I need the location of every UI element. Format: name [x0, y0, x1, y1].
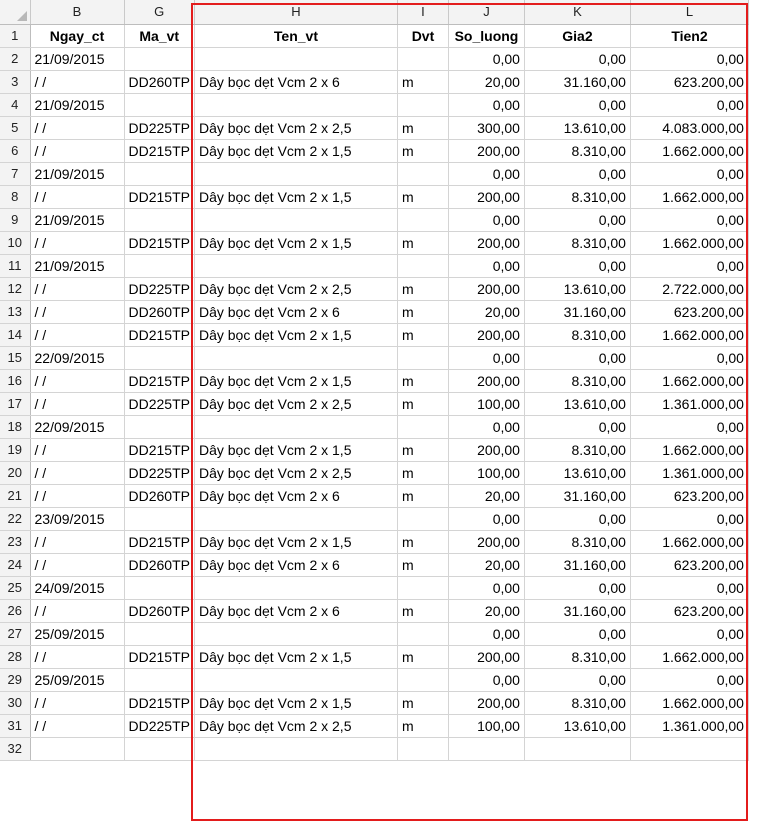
table-row — [0, 116, 748, 139]
cell-so-luong[interactable]: 200,00 — [448, 530, 524, 553]
cell-dvt[interactable] — [397, 415, 448, 438]
table-row — [0, 277, 748, 300]
row-number[interactable]: 11 — [0, 254, 30, 277]
cell-ma-vt[interactable] — [124, 668, 194, 691]
cell-so-luong[interactable]: 0,00 — [448, 507, 524, 530]
row-number[interactable]: 30 — [0, 691, 30, 714]
cell-tien2[interactable]: 1.662.000,00 — [630, 530, 748, 553]
table-row — [0, 737, 748, 760]
cell-ma-vt[interactable] — [124, 622, 194, 645]
cell-so-luong[interactable]: 100,00 — [448, 461, 524, 484]
row-number[interactable]: 16 — [0, 369, 30, 392]
row-number[interactable]: 19 — [0, 438, 30, 461]
cell-tien2[interactable]: 1.662.000,00 — [630, 185, 748, 208]
cell-ten-vt[interactable] — [194, 668, 397, 691]
cell-dvt[interactable]: m — [397, 185, 448, 208]
cell-ma-vt[interactable]: DD260TP — [124, 553, 194, 576]
cell-ten-vt[interactable] — [194, 622, 397, 645]
cell-dvt[interactable]: m — [397, 139, 448, 162]
cell-gia2[interactable]: 0,00 — [524, 346, 630, 369]
cell-dvt[interactable]: m — [397, 484, 448, 507]
cell-ten-vt[interactable]: Dây bọc dẹt Vcm 2 x 2,5 — [194, 116, 397, 139]
cell-dvt[interactable]: m — [397, 70, 448, 93]
cell-tien2[interactable]: 1.662.000,00 — [630, 645, 748, 668]
row-number[interactable]: 26 — [0, 599, 30, 622]
cell-gia2[interactable]: 8.310,00 — [524, 323, 630, 346]
cell-ten-vt[interactable]: Dây bọc dẹt Vcm 2 x 6 — [194, 300, 397, 323]
table-row — [0, 691, 748, 714]
cell-dvt[interactable] — [397, 622, 448, 645]
cell-dvt[interactable]: m — [397, 392, 448, 415]
cell-ten-vt[interactable]: Dây bọc dẹt Vcm 2 x 1,5 — [194, 645, 397, 668]
cell-so-luong[interactable]: 200,00 — [448, 645, 524, 668]
row-number[interactable]: 32 — [0, 737, 30, 760]
table-row — [0, 323, 748, 346]
cell-dvt-header[interactable]: Dvt — [397, 24, 448, 47]
cell-ten-vt[interactable]: Dây bọc dẹt Vcm 2 x 1,5 — [194, 530, 397, 553]
cell-ngay-ct[interactable]: 25/09/2015 — [30, 622, 124, 645]
cell-so-luong[interactable]: 0,00 — [448, 254, 524, 277]
cell-ma-vt[interactable]: DD260TP — [124, 300, 194, 323]
cell-so-luong-header[interactable]: So_luong — [448, 24, 524, 47]
row-number[interactable]: 23 — [0, 530, 30, 553]
cell-dvt[interactable] — [397, 737, 448, 760]
cell-gia2[interactable]: 0,00 — [524, 254, 630, 277]
table-row — [0, 553, 748, 576]
cell-tien2[interactable]: 1.662.000,00 — [630, 231, 748, 254]
table-row — [0, 369, 748, 392]
table-row — [0, 668, 748, 691]
cell-so-luong[interactable]: 300,00 — [448, 116, 524, 139]
cell-ngay-ct[interactable]: / / — [30, 438, 124, 461]
cell-so-luong[interactable]: 0,00 — [448, 208, 524, 231]
cell-so-luong[interactable]: 100,00 — [448, 392, 524, 415]
cell-so-luong[interactable]: 200,00 — [448, 691, 524, 714]
table-row — [0, 300, 748, 323]
cell-ten-vt[interactable] — [194, 415, 397, 438]
cell-ten-vt[interactable] — [194, 254, 397, 277]
cell-gia2[interactable]: 0,00 — [524, 668, 630, 691]
cell-ngay-ct[interactable]: / / — [30, 461, 124, 484]
cell-ngay-ct[interactable]: / / — [30, 277, 124, 300]
cell-so-luong[interactable]: 200,00 — [448, 369, 524, 392]
cell-tien2-header[interactable]: Tien2 — [630, 24, 748, 47]
column-header-j[interactable]: J — [448, 0, 524, 24]
cell-tien2[interactable]: 1.361.000,00 — [630, 392, 748, 415]
cell-ma-vt[interactable]: DD225TP — [124, 461, 194, 484]
table-row — [0, 461, 748, 484]
cell-so-luong[interactable]: 20,00 — [448, 599, 524, 622]
cell-gia2[interactable] — [524, 737, 630, 760]
cell-dvt[interactable]: m — [397, 714, 448, 737]
table-row — [0, 70, 748, 93]
table-row — [0, 47, 748, 70]
cell-so-luong[interactable]: 200,00 — [448, 438, 524, 461]
cell-so-luong[interactable]: 0,00 — [448, 162, 524, 185]
cell-ma-vt[interactable]: DD215TP — [124, 645, 194, 668]
cell-ngay-ct[interactable]: / / — [30, 116, 124, 139]
cell-ngay-ct[interactable]: / / — [30, 714, 124, 737]
cell-ngay-ct[interactable]: 21/09/2015 — [30, 93, 124, 116]
cell-gia2[interactable]: 0,00 — [524, 47, 630, 70]
row-number[interactable]: 10 — [0, 231, 30, 254]
row-number[interactable]: 4 — [0, 93, 30, 116]
cell-ten-vt[interactable] — [194, 47, 397, 70]
row-number[interactable]: 25 — [0, 576, 30, 599]
cell-tien2[interactable]: 1.361.000,00 — [630, 714, 748, 737]
cell-dvt[interactable] — [397, 208, 448, 231]
cell-ma-vt[interactable] — [124, 93, 194, 116]
cell-dvt[interactable]: m — [397, 599, 448, 622]
select-all-corner[interactable] — [0, 0, 30, 24]
cell-ngay-ct[interactable]: / / — [30, 392, 124, 415]
cell-ten-vt-header[interactable]: Ten_vt — [194, 24, 397, 47]
cell-tien2[interactable]: 0,00 — [630, 576, 748, 599]
cell-ngay-ct[interactable]: / / — [30, 139, 124, 162]
cell-dvt[interactable]: m — [397, 530, 448, 553]
cell-gia2[interactable]: 13.610,00 — [524, 461, 630, 484]
row-number[interactable]: 29 — [0, 668, 30, 691]
cell-ngay-ct[interactable]: / / — [30, 599, 124, 622]
row-number[interactable]: 2 — [0, 47, 30, 70]
cell-ngay-ct[interactable]: / / — [30, 530, 124, 553]
cell-ten-vt[interactable]: Dây bọc dẹt Vcm 2 x 2,5 — [194, 277, 397, 300]
table-row — [0, 438, 748, 461]
cell-dvt[interactable]: m — [397, 116, 448, 139]
row-number[interactable]: 7 — [0, 162, 30, 185]
table-row — [0, 484, 748, 507]
cell-ma-vt[interactable]: DD225TP — [124, 392, 194, 415]
cell-ten-vt[interactable]: Dây bọc dẹt Vcm 2 x 2,5 — [194, 461, 397, 484]
table-row — [0, 530, 748, 553]
cell-tien2[interactable] — [630, 737, 748, 760]
cell-gia2[interactable]: 0,00 — [524, 415, 630, 438]
cell-ma-vt[interactable]: DD215TP — [124, 369, 194, 392]
row-number[interactable]: 12 — [0, 277, 30, 300]
cell-dvt[interactable] — [397, 254, 448, 277]
cell-dvt[interactable] — [397, 93, 448, 116]
row-number[interactable]: 28 — [0, 645, 30, 668]
cell-ngay-ct[interactable]: 22/09/2015 — [30, 346, 124, 369]
cell-dvt[interactable]: m — [397, 438, 448, 461]
cell-dvt[interactable] — [397, 668, 448, 691]
cell-so-luong[interactable]: 0,00 — [448, 415, 524, 438]
cell-tien2[interactable]: 0,00 — [630, 507, 748, 530]
cell-gia2[interactable]: 13.610,00 — [524, 277, 630, 300]
cell-ngay-ct[interactable]: / / — [30, 484, 124, 507]
cell-ngay-ct[interactable]: / / — [30, 300, 124, 323]
cell-ngay-ct[interactable]: 21/09/2015 — [30, 208, 124, 231]
field-header-row — [0, 24, 748, 47]
cell-ma-vt[interactable] — [124, 415, 194, 438]
cell-tien2[interactable]: 623.200,00 — [630, 70, 748, 93]
cell-gia2[interactable]: 31.160,00 — [524, 70, 630, 93]
cell-ma-vt[interactable]: DD215TP — [124, 185, 194, 208]
cell-gia2[interactable]: 31.160,00 — [524, 553, 630, 576]
cell-ten-vt[interactable]: Dây bọc dẹt Vcm 2 x 1,5 — [194, 323, 397, 346]
table-row — [0, 714, 748, 737]
table-row — [0, 139, 748, 162]
cell-ten-vt[interactable] — [194, 737, 397, 760]
cell-ma-vt[interactable]: DD225TP — [124, 714, 194, 737]
cell-so-luong[interactable]: 20,00 — [448, 484, 524, 507]
cell-gia2[interactable]: 8.310,00 — [524, 231, 630, 254]
table-row — [0, 231, 748, 254]
cell-tien2[interactable]: 0,00 — [630, 622, 748, 645]
cell-dvt[interactable] — [397, 507, 448, 530]
cell-ten-vt[interactable]: Dây bọc dẹt Vcm 2 x 6 — [194, 553, 397, 576]
cell-ten-vt[interactable]: Dây bọc dẹt Vcm 2 x 1,5 — [194, 231, 397, 254]
cell-ngay-ct[interactable]: 21/09/2015 — [30, 254, 124, 277]
cell-so-luong[interactable]: 0,00 — [448, 346, 524, 369]
cell-so-luong[interactable]: 20,00 — [448, 300, 524, 323]
cell-so-luong[interactable]: 20,00 — [448, 70, 524, 93]
cell-gia2[interactable]: 31.160,00 — [524, 599, 630, 622]
cell-ngay-ct[interactable]: / / — [30, 553, 124, 576]
cell-gia2[interactable]: 13.610,00 — [524, 392, 630, 415]
cell-ma-vt[interactable] — [124, 346, 194, 369]
row-number[interactable]: 8 — [0, 185, 30, 208]
cell-tien2[interactable]: 0,00 — [630, 93, 748, 116]
cell-tien2[interactable]: 4.083.000,00 — [630, 116, 748, 139]
cell-ma-vt[interactable]: DD260TP — [124, 70, 194, 93]
row-number[interactable]: 9 — [0, 208, 30, 231]
cell-ma-vt[interactable] — [124, 737, 194, 760]
row-number[interactable]: 6 — [0, 139, 30, 162]
cell-ten-vt[interactable] — [194, 346, 397, 369]
cell-so-luong[interactable]: 20,00 — [448, 553, 524, 576]
cell-tien2[interactable]: 1.662.000,00 — [630, 691, 748, 714]
table-row — [0, 93, 748, 116]
cell-so-luong[interactable]: 0,00 — [448, 668, 524, 691]
cell-dvt[interactable]: m — [397, 277, 448, 300]
cell-tien2[interactable]: 623.200,00 — [630, 599, 748, 622]
row-number[interactable]: 14 — [0, 323, 30, 346]
cell-ma-vt[interactable] — [124, 47, 194, 70]
cell-so-luong[interactable]: 0,00 — [448, 47, 524, 70]
cell-ten-vt[interactable]: Dây bọc dẹt Vcm 2 x 1,5 — [194, 185, 397, 208]
cell-tien2[interactable]: 1.662.000,00 — [630, 438, 748, 461]
column-header-row — [0, 0, 748, 24]
cell-ngay-ct[interactable]: 23/09/2015 — [30, 507, 124, 530]
cell-so-luong[interactable] — [448, 737, 524, 760]
cell-so-luong[interactable]: 0,00 — [448, 576, 524, 599]
cell-tien2[interactable]: 0,00 — [630, 47, 748, 70]
cell-ten-vt[interactable] — [194, 208, 397, 231]
table-row — [0, 599, 748, 622]
column-header-b[interactable]: B — [30, 0, 124, 24]
cell-ngay-ct[interactable]: / / — [30, 70, 124, 93]
cell-gia2[interactable]: 8.310,00 — [524, 369, 630, 392]
cell-ngay-ct[interactable]: / / — [30, 691, 124, 714]
column-header-i[interactable]: I — [397, 0, 448, 24]
table-row — [0, 622, 748, 645]
cell-dvt[interactable] — [397, 47, 448, 70]
cell-tien2[interactable]: 1.662.000,00 — [630, 369, 748, 392]
cell-gia2[interactable]: 13.610,00 — [524, 116, 630, 139]
cell-so-luong[interactable]: 200,00 — [448, 185, 524, 208]
cell-tien2[interactable]: 1.361.000,00 — [630, 461, 748, 484]
cell-ma-vt[interactable] — [124, 507, 194, 530]
cell-tien2[interactable]: 0,00 — [630, 254, 748, 277]
table-row — [0, 415, 748, 438]
cell-ma-vt-header[interactable]: Ma_vt — [124, 24, 194, 47]
select-all-triangle-icon — [17, 11, 27, 21]
table-row — [0, 392, 748, 415]
table-row — [0, 254, 748, 277]
cell-ngay-ct[interactable] — [30, 737, 124, 760]
cell-gia2[interactable]: 0,00 — [524, 507, 630, 530]
cell-dvt[interactable]: m — [397, 553, 448, 576]
cell-ngay-ct[interactable]: / / — [30, 323, 124, 346]
cell-gia2[interactable]: 8.310,00 — [524, 438, 630, 461]
row-number[interactable]: 1 — [0, 24, 30, 47]
cell-ngay-ct[interactable]: / / — [30, 369, 124, 392]
cell-ma-vt[interactable] — [124, 576, 194, 599]
cell-tien2[interactable]: 1.662.000,00 — [630, 323, 748, 346]
table-row — [0, 346, 748, 369]
row-number[interactable]: 24 — [0, 553, 30, 576]
cell-ma-vt[interactable]: DD260TP — [124, 484, 194, 507]
cell-dvt[interactable]: m — [397, 300, 448, 323]
cell-ma-vt[interactable]: DD215TP — [124, 231, 194, 254]
cell-ngay-ct[interactable]: / / — [30, 645, 124, 668]
row-number[interactable]: 15 — [0, 346, 30, 369]
cell-ten-vt[interactable] — [194, 162, 397, 185]
table-row — [0, 185, 748, 208]
cell-dvt[interactable] — [397, 346, 448, 369]
cell-ma-vt[interactable] — [124, 254, 194, 277]
cell-ma-vt[interactable] — [124, 208, 194, 231]
cell-tien2[interactable]: 0,00 — [630, 415, 748, 438]
cell-tien2[interactable]: 623.200,00 — [630, 300, 748, 323]
cell-so-luong[interactable]: 200,00 — [448, 277, 524, 300]
cell-gia2[interactable]: 0,00 — [524, 208, 630, 231]
cell-gia2[interactable]: 0,00 — [524, 576, 630, 599]
cell-tien2[interactable]: 2.722.000,00 — [630, 277, 748, 300]
cell-tien2[interactable]: 0,00 — [630, 208, 748, 231]
cell-tien2[interactable]: 0,00 — [630, 668, 748, 691]
cell-gia2[interactable]: 0,00 — [524, 162, 630, 185]
cell-gia2[interactable]: 8.310,00 — [524, 691, 630, 714]
cell-gia2[interactable]: 8.310,00 — [524, 185, 630, 208]
cell-ten-vt[interactable]: Dây bọc dẹt Vcm 2 x 1,5 — [194, 438, 397, 461]
row-number[interactable]: 3 — [0, 70, 30, 93]
table-row — [0, 507, 748, 530]
column-header-l[interactable]: L — [630, 0, 748, 24]
cell-gia2[interactable]: 0,00 — [524, 93, 630, 116]
cell-ten-vt[interactable]: Dây bọc dẹt Vcm 2 x 1,5 — [194, 691, 397, 714]
row-number[interactable]: 20 — [0, 461, 30, 484]
table-row — [0, 162, 748, 185]
cell-ma-vt[interactable]: DD215TP — [124, 139, 194, 162]
cell-gia2-header[interactable]: Gia2 — [524, 24, 630, 47]
cell-ma-vt[interactable]: DD215TP — [124, 323, 194, 346]
cell-gia2[interactable]: 8.310,00 — [524, 139, 630, 162]
cell-gia2[interactable]: 0,00 — [524, 622, 630, 645]
cell-dvt[interactable]: m — [397, 461, 448, 484]
cell-dvt[interactable]: m — [397, 691, 448, 714]
row-number[interactable]: 31 — [0, 714, 30, 737]
cell-ten-vt[interactable]: Dây bọc dẹt Vcm 2 x 1,5 — [194, 369, 397, 392]
cell-so-luong[interactable]: 200,00 — [448, 323, 524, 346]
cell-so-luong[interactable]: 200,00 — [448, 231, 524, 254]
cell-gia2[interactable]: 13.610,00 — [524, 714, 630, 737]
cell-gia2[interactable]: 31.160,00 — [524, 300, 630, 323]
cell-gia2[interactable]: 31.160,00 — [524, 484, 630, 507]
cell-dvt[interactable]: m — [397, 323, 448, 346]
cell-ngay-ct[interactable]: 22/09/2015 — [30, 415, 124, 438]
cell-tien2[interactable]: 1.662.000,00 — [630, 139, 748, 162]
cell-ma-vt[interactable]: DD225TP — [124, 277, 194, 300]
column-header-h[interactable]: H — [194, 0, 397, 24]
row-number[interactable]: 17 — [0, 392, 30, 415]
cell-tien2[interactable]: 0,00 — [630, 346, 748, 369]
row-number[interactable]: 18 — [0, 415, 30, 438]
cell-ten-vt[interactable] — [194, 576, 397, 599]
cell-ngay-ct[interactable]: 24/09/2015 — [30, 576, 124, 599]
cell-ten-vt[interactable] — [194, 507, 397, 530]
row-number[interactable]: 22 — [0, 507, 30, 530]
cell-dvt[interactable]: m — [397, 231, 448, 254]
cell-so-luong[interactable]: 100,00 — [448, 714, 524, 737]
cell-ten-vt[interactable]: Dây bọc dẹt Vcm 2 x 6 — [194, 70, 397, 93]
cell-tien2[interactable]: 0,00 — [630, 162, 748, 185]
cell-ten-vt[interactable]: Dây bọc dẹt Vcm 2 x 2,5 — [194, 714, 397, 737]
cell-ma-vt[interactable] — [124, 162, 194, 185]
table-row — [0, 645, 748, 668]
cell-dvt[interactable] — [397, 576, 448, 599]
cell-ten-vt[interactable]: Dây bọc dẹt Vcm 2 x 2,5 — [194, 392, 397, 415]
cell-ma-vt[interactable]: DD215TP — [124, 438, 194, 461]
cell-tien2[interactable]: 623.200,00 — [630, 553, 748, 576]
cell-so-luong[interactable]: 200,00 — [448, 139, 524, 162]
cell-ma-vt[interactable]: DD215TP — [124, 530, 194, 553]
cell-ten-vt[interactable]: Dây bọc dẹt Vcm 2 x 6 — [194, 484, 397, 507]
row-number[interactable]: 5 — [0, 116, 30, 139]
cell-ngay-ct[interactable]: 21/09/2015 — [30, 47, 124, 70]
cell-dvt[interactable]: m — [397, 369, 448, 392]
cell-dvt[interactable]: m — [397, 645, 448, 668]
cell-ngay-ct-header[interactable]: Ngay_ct — [30, 24, 124, 47]
cell-ngay-ct[interactable]: 25/09/2015 — [30, 668, 124, 691]
cell-gia2[interactable]: 8.310,00 — [524, 530, 630, 553]
table-row — [0, 208, 748, 231]
cell-ngay-ct[interactable]: / / — [30, 185, 124, 208]
cell-ten-vt[interactable]: Dây bọc dẹt Vcm 2 x 1,5 — [194, 139, 397, 162]
row-number[interactable]: 21 — [0, 484, 30, 507]
cell-so-luong[interactable]: 0,00 — [448, 93, 524, 116]
column-header-k[interactable]: K — [524, 0, 630, 24]
cell-ten-vt[interactable]: Dây bọc dẹt Vcm 2 x 6 — [194, 599, 397, 622]
cell-tien2[interactable]: 623.200,00 — [630, 484, 748, 507]
cell-dvt[interactable] — [397, 162, 448, 185]
cell-ten-vt[interactable] — [194, 93, 397, 116]
table-row — [0, 576, 748, 599]
cell-ngay-ct[interactable]: / / — [30, 231, 124, 254]
cell-ma-vt[interactable]: DD260TP — [124, 599, 194, 622]
cell-gia2[interactable]: 8.310,00 — [524, 645, 630, 668]
cell-ma-vt[interactable]: DD215TP — [124, 691, 194, 714]
cell-ma-vt[interactable]: DD225TP — [124, 116, 194, 139]
cell-ngay-ct[interactable]: 21/09/2015 — [30, 162, 124, 185]
column-header-g[interactable]: G — [124, 0, 194, 24]
row-number[interactable]: 13 — [0, 300, 30, 323]
cell-so-luong[interactable]: 0,00 — [448, 622, 524, 645]
row-number[interactable]: 27 — [0, 622, 30, 645]
